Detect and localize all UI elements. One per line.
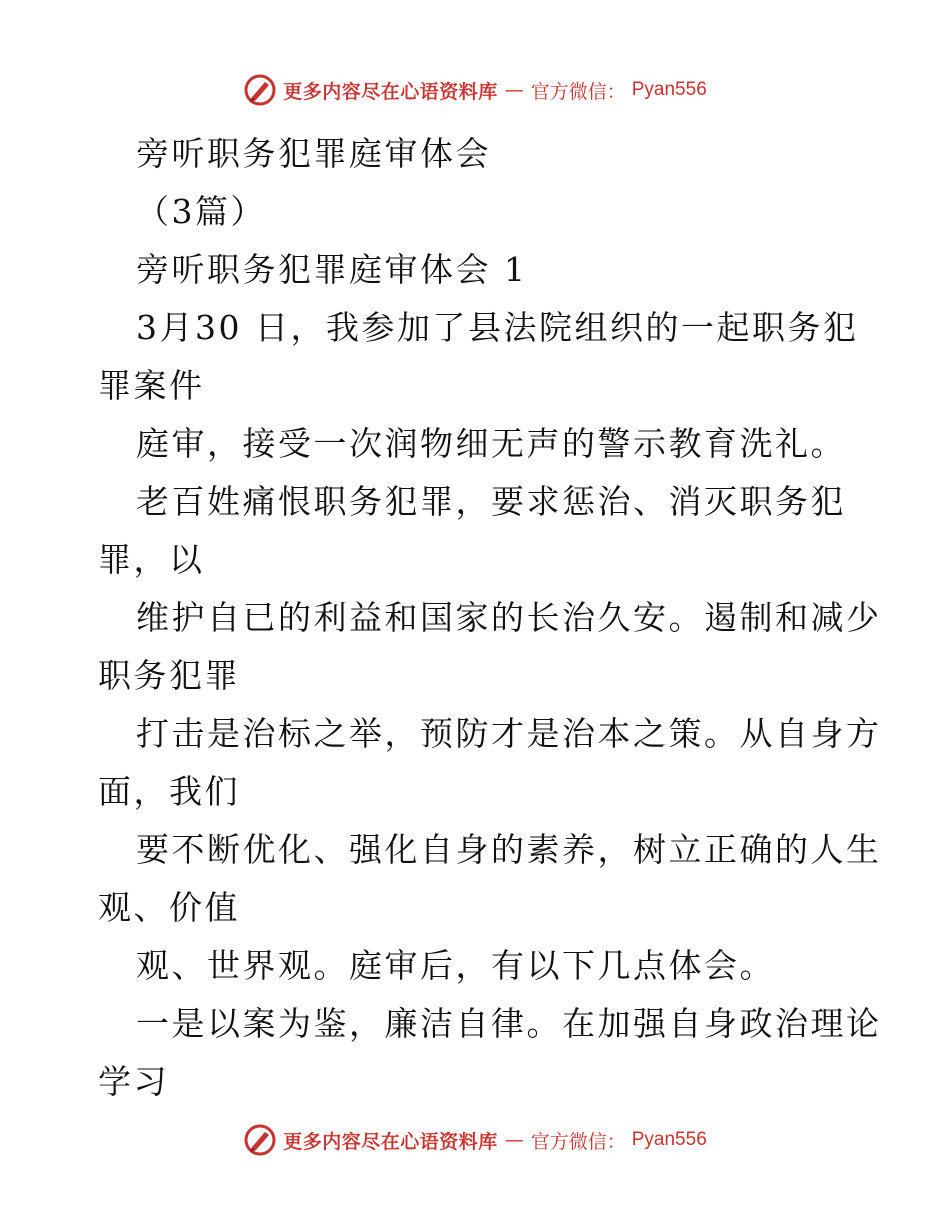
footer-official-label: 官方微信： — [530, 1130, 626, 1153]
doc-line: 旁听职务犯罪庭审体会 — [136, 134, 491, 173]
doc-line: 要不断优化、强化自身的素养，树立正确的人生 — [136, 830, 882, 869]
doc-line: 职务犯罪 — [98, 656, 240, 695]
doc-line: 观、世界观。庭审后，有以下几点体会。 — [136, 946, 775, 985]
doc-line: 老百姓痛恨职务犯罪，要求惩治、消灭职务犯 — [136, 482, 846, 521]
footer-banner — [0, 1120, 950, 1160]
doc-line: 旁听职务犯罪庭审体会 1 — [136, 250, 528, 289]
doc-line: 一是以案为鉴，廉洁自律。在加强自身政治理论 — [136, 1004, 882, 1043]
doc-line: 打击是治标之举，预防才是治本之策。从自身方 — [136, 714, 882, 753]
header-banner — [0, 70, 950, 110]
header-official-label: 官方微信： — [530, 80, 626, 103]
footer-site-text: 更多内容尽在心语资料库 — [283, 1130, 498, 1153]
header-wechat-id: Pyan556 — [631, 79, 707, 100]
footer-dash: — — [504, 1129, 524, 1151]
pen-logo-icon — [243, 73, 277, 107]
pen-logo-icon — [243, 1123, 277, 1157]
doc-line: 罪，以 — [98, 540, 205, 579]
doc-line: 学习 — [98, 1062, 169, 1101]
doc-line: 面，我们 — [98, 772, 240, 811]
doc-line: 观、价值 — [98, 888, 240, 927]
doc-line: 罪案件 — [98, 366, 205, 405]
header-site-text: 更多内容尽在心语资料库 — [283, 80, 498, 103]
footer-wechat-id: Pyan556 — [631, 1129, 707, 1150]
document-body — [98, 125, 882, 1111]
header-dash: — — [504, 79, 524, 101]
doc-line: 庭审，接受一次润物细无声的警示教育洗礼。 — [136, 424, 846, 463]
doc-line: （3篇） — [136, 192, 266, 231]
doc-line: 3月30 日，我参加了县法院组织的一起职务犯 — [136, 308, 859, 347]
doc-line: 维护自已的利益和国家的长治久安。遏制和减少 — [136, 598, 882, 637]
